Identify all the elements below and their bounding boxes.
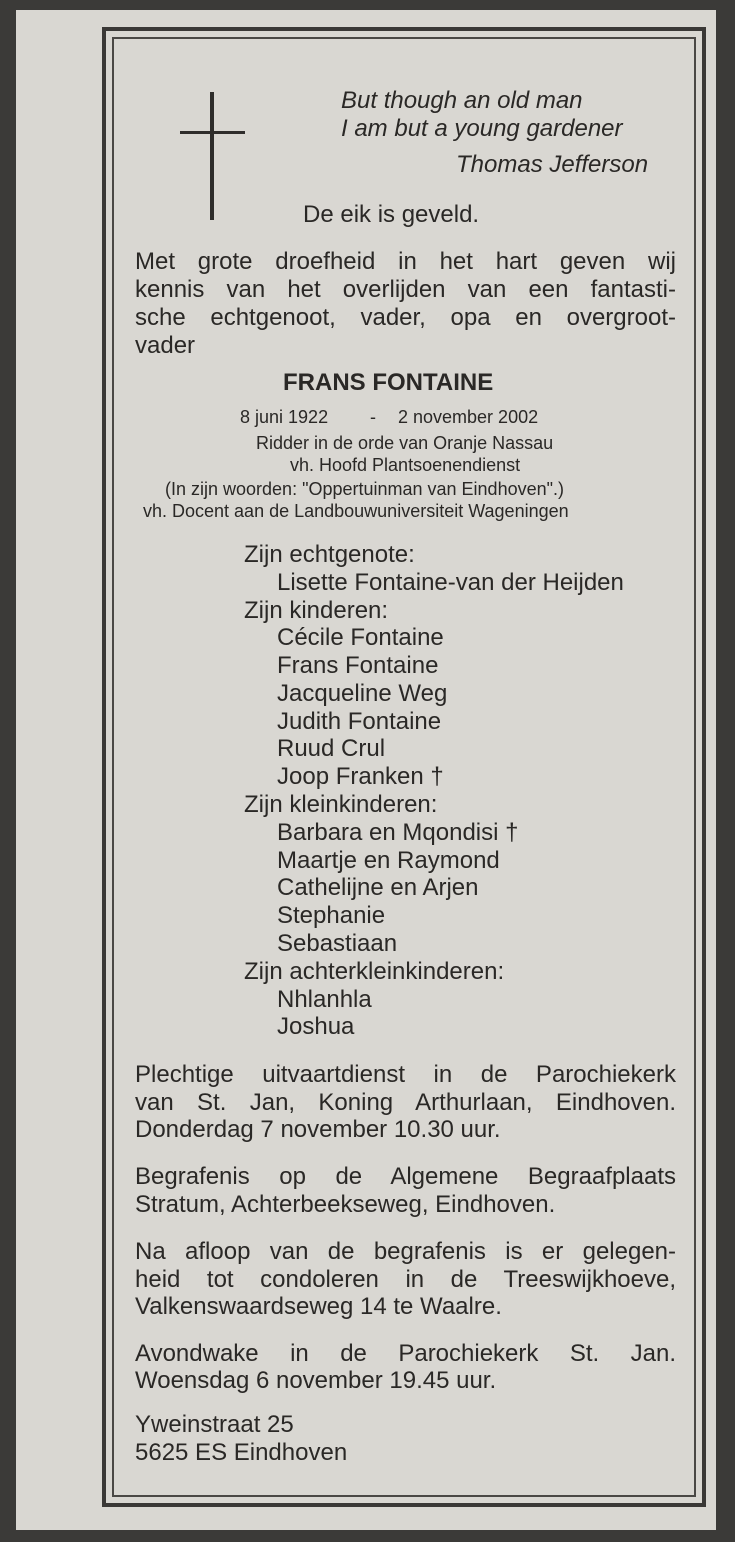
greatgrandchildren-heading: Zijn achterkleinkinderen: — [244, 958, 505, 985]
children-heading: Zijn kinderen: — [244, 597, 389, 624]
spouse-name: Lisette Fontaine-van der Heijden — [277, 569, 624, 596]
child-name: Judith Fontaine — [277, 708, 442, 735]
birth-date: 8 juni 1922 — [240, 407, 329, 427]
cross-horizontal — [180, 131, 245, 134]
address-line: Yweinstraat 25 — [135, 1411, 294, 1438]
grandchild-name: Maartje en Raymond — [277, 847, 500, 874]
service-line: van St. Jan, Koning Arthurlaan, Eindhoven. — [135, 1089, 676, 1116]
service-line: Donderdag 7 november 10.30 uur. — [135, 1116, 501, 1143]
condolence-line: Na afloop van de begrafenis is er gelegen- — [135, 1238, 676, 1265]
child-name: Frans Fontaine — [277, 652, 439, 679]
grandchild-name: Sebastiaan — [277, 930, 398, 957]
death-date: 2 november 2002 — [398, 407, 539, 427]
cross-vertical — [210, 92, 214, 220]
grandchild-name: Stephanie — [277, 902, 386, 929]
burial-line: Stratum, Achterbeekseweg, Eindhoven. — [135, 1191, 556, 1218]
vigil-line: Avondwake in de Parochiekerk St. Jan. — [135, 1340, 676, 1367]
greatgrandchild-name: Nhlanhla — [277, 986, 372, 1013]
announcement-line: kennis van het overlijden van een fantasti- — [135, 276, 676, 303]
quote-line-1: But though an old man — [341, 87, 583, 114]
title-line: vh. Docent aan de Landbouwuniversiteit Wageningen — [143, 501, 569, 521]
child-name: Jacqueline Weg — [277, 680, 448, 707]
grandchildren-heading: Zijn kleinkinderen: — [244, 791, 438, 818]
announcement-line: vader — [135, 332, 196, 359]
grandchild-name: Barbara en Mqondisi † — [277, 819, 519, 846]
title-line: vh. Hoofd Plantsoenendienst — [290, 455, 521, 475]
condolence-line: Valkenswaardseweg 14 te Waalre. — [135, 1293, 502, 1320]
condolence-line: heid tot condoleren in de Treeswijkhoeve, — [135, 1266, 676, 1293]
burial-line: Begrafenis op de Algemene Begraafplaats — [135, 1163, 676, 1190]
quote-author: Thomas Jefferson — [456, 151, 649, 178]
vigil-line: Woensdag 6 november 19.45 uur. — [135, 1367, 497, 1394]
service-line: Plechtige uitvaartdienst in de Parochiekerk — [135, 1061, 676, 1088]
title-line: (In zijn woorden: "Oppertuinman van Eindhoven".) — [165, 479, 564, 499]
intro-line: De eik is geveld. — [303, 201, 480, 228]
title-line: Ridder in de orde van Oranje Nassau — [256, 433, 554, 453]
grandchild-name: Cathelijne en Arjen — [277, 874, 479, 901]
quote-line-2: I am but a young gardener — [341, 115, 623, 142]
deceased-name: FRANS FONTAINE — [283, 369, 494, 396]
greatgrandchild-name: Joshua — [277, 1013, 355, 1040]
child-name: Ruud Crul — [277, 735, 386, 762]
announcement-line: Met grote droefheid in het hart geven wij — [135, 248, 676, 275]
child-name: Cécile Fontaine — [277, 624, 444, 651]
date-separator: - — [370, 407, 376, 427]
child-name: Joop Franken † — [277, 763, 444, 790]
address-line: 5625 ES Eindhoven — [135, 1439, 348, 1466]
announcement-line: sche echtgenoot, vader, opa en overgroot- — [135, 304, 676, 331]
spouse-heading: Zijn echtgenote: — [244, 541, 415, 568]
